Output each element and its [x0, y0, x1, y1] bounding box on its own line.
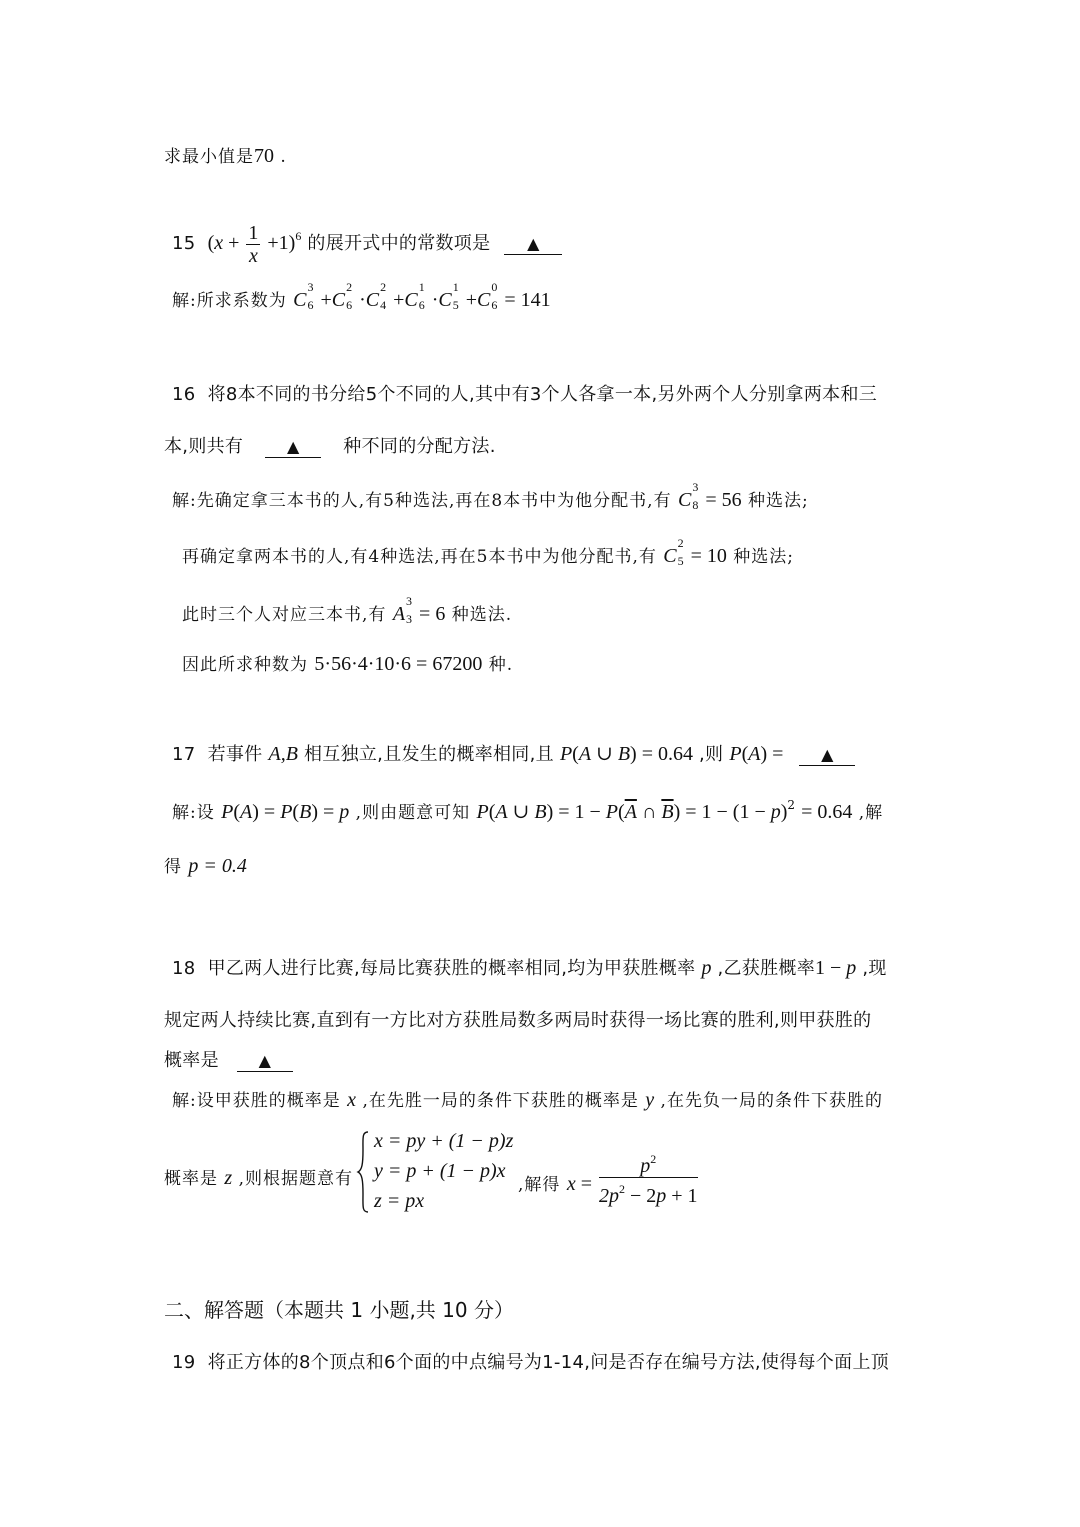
- question-number: 19: [172, 1352, 196, 1373]
- question-15: 15 (x + $\frac{1}{x}$ +1)$^6$ 的展开式中的常数项是 ▲: [172, 222, 562, 267]
- q16-solution-4: 因此所求种数为 5·56·4·10·6 = 67200 种.: [182, 653, 514, 675]
- q18-solution-result: ,解得 x = $\frac{p^2}{2p^2 - 2p + 1}$: [518, 1148, 700, 1207]
- question-18-line3: 概率是 ▲: [164, 1046, 293, 1072]
- q16-solution-1: 解:先确定拿三本书的人,有5种选法,再在8本书中为他分配书,有 C 3 8 = 56 种选法;: [172, 480, 809, 512]
- question-17: 17 若事件 A,B 相互独立,且发生的概率相同,且 P(A ∪ B) = 0.64 ,则 P(A) = ▲: [172, 740, 855, 766]
- question-number: 17: [172, 744, 196, 765]
- expression: (x + $\frac{1}{x}$ +1)$^6$: [207, 222, 302, 267]
- formula: C 3 6 +C 2 6 ·C 2 4 +C 1 6 ·C 1 5 +C 0 6 = 141: [293, 280, 551, 312]
- q18-solution-1: 解:设甲获胜的概率是 x ,在先胜一局的条件下获胜的概率是 y ,在先负一局的条件下获胜的: [172, 1089, 883, 1111]
- answer-blank: ▲: [265, 437, 321, 458]
- question-16-line2: 本,则共有 ▲ 种不同的分配方法.: [164, 436, 496, 457]
- left-brace-icon: [356, 1130, 370, 1214]
- q16-solution-3: 此时三个人对应三本书,有 A 3 3 = 6 种选法.: [182, 594, 513, 626]
- q17-solution-2: 得 p = 0.4: [164, 855, 247, 877]
- question-number: 18: [172, 958, 196, 979]
- answer-blank: ▲: [799, 745, 855, 766]
- q17-solution-1: 解:设 P(A) = P(B) = p ,则由题意可知 P(A ∪ $B) = 1 - P(\overline{A}$ ∩ $\overline{B}) = 1 - (1 - p)^2 = 0.64$ ,解: [172, 798, 884, 823]
- question-number: 15: [172, 233, 196, 255]
- question-18-line2: 规定两人持续比赛,直到有一方比对方获胜局数多两局时获得一场比赛的胜利,则甲获胜的: [164, 1010, 872, 1031]
- question-18: 18 甲乙两人进行比赛,每局比赛获胜的概率相同,均为甲获胜概率 p ,乙获胜概率1 − p ,现: [172, 957, 887, 979]
- q16-solution-2: 再确定拿两本书的人,有4种选法,再在5本书中为他分配书,有 C 2 5 = 10 种选法;: [182, 536, 795, 568]
- equation-system: x = py + (1 − p)z y = p + (1 − p)x z = px: [356, 1130, 516, 1220]
- q18-solution-2: 概率是 z ,则根据题意有: [164, 1167, 354, 1189]
- section-title: 二、解答题（本题共 1 小题,共 10 分）: [164, 1298, 514, 1322]
- answer-blank: ▲: [504, 234, 562, 255]
- question-16: 16 将8本不同的书分给5个不同的人,其中有3个人各拿一本,另外两个人分别拿两本和三: [172, 384, 878, 405]
- question-number: 16: [172, 384, 196, 405]
- q15-solution: 解:所求系数为 C 3 6 +C 2 6 ·C 2 4 +C 1 6 ·C 1 5 +C 0 6 = 141: [172, 280, 551, 312]
- question-19: 19 将正方体的8个顶点和6个面的中点编号为1-14,问是否存在编号方法,使得每个面上顶: [172, 1352, 890, 1373]
- prev-solution-tail: 求最小值是70 .: [164, 145, 287, 167]
- answer-blank: ▲: [237, 1051, 293, 1072]
